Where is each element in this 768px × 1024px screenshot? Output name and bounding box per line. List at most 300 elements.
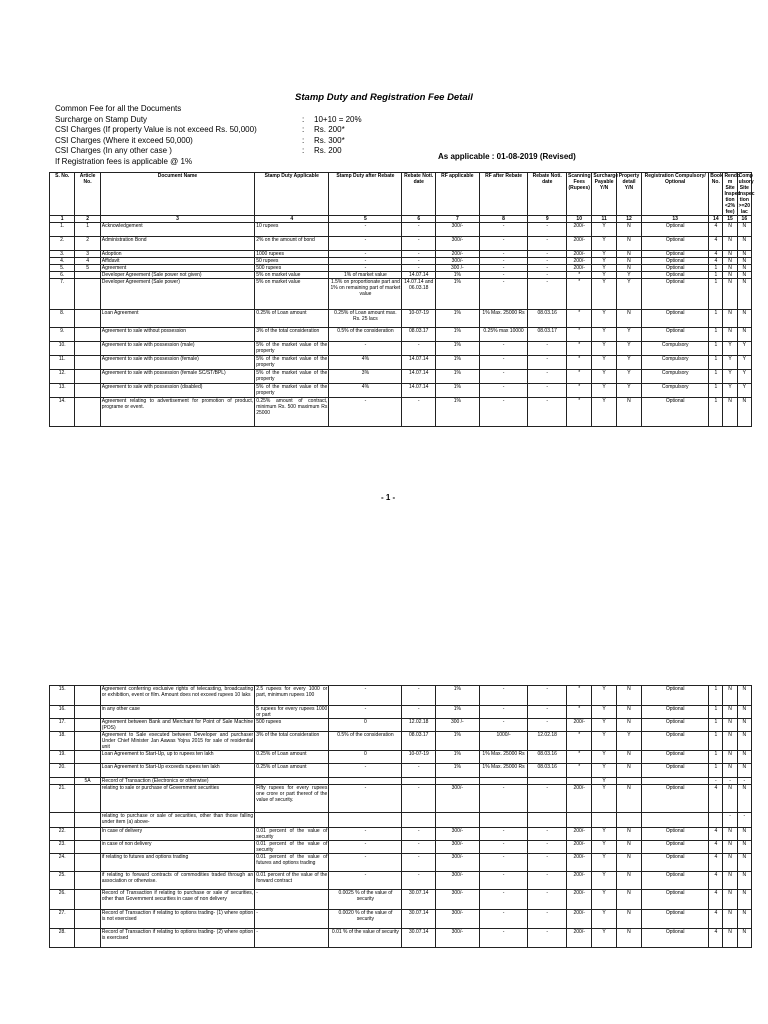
table-cell: 12.02.18 (402, 719, 436, 732)
header-label: CSI Charges (If property Value is not exceed Rs. 50,000) (55, 125, 257, 135)
table-cell: 24. (50, 854, 75, 872)
table-cell: N (737, 706, 751, 719)
table-row (50, 370, 752, 384)
table-row (50, 778, 752, 785)
table-cell: 300/- (436, 828, 480, 841)
table-cell: Record of Transaction if relating to options trading- (2) where option is exercised (100, 929, 254, 948)
table-cell (75, 370, 100, 384)
table-cell: 200/- (567, 910, 592, 929)
table-cell (75, 785, 100, 813)
table-cell: 4 (709, 223, 723, 237)
table-cell: 2 (75, 237, 100, 251)
table-cell: Y (592, 384, 616, 398)
table-cell: 4 (709, 785, 723, 813)
table-cell: 28. (50, 929, 75, 948)
table-row (50, 686, 752, 706)
table-cell: 500 rupees (255, 719, 329, 732)
table-cell: N (737, 872, 751, 890)
table-cell: Y (723, 342, 737, 356)
table-cell: - (528, 706, 567, 719)
table-cell: Y (592, 751, 616, 764)
table-cell: N (737, 751, 751, 764)
table-cell: - (528, 279, 567, 310)
column-number: 5 (329, 216, 402, 223)
table-cell: Loan Agreement (100, 310, 254, 328)
table-cell: 2. (50, 237, 75, 251)
table-cell (75, 813, 100, 828)
table-cell: 21. (50, 785, 75, 813)
table-cell: 1 (709, 310, 723, 328)
table-row (50, 872, 752, 890)
header-label: CSI Charges (Where it exceed 50,000) (55, 135, 193, 145)
table-cell: - (528, 910, 567, 929)
table-cell: - (528, 854, 567, 872)
table-cell (75, 764, 100, 778)
column-header: Rendo m Site Inspec tion <2% fee) (724, 173, 741, 215)
table-cell (75, 356, 100, 370)
table-cell: 5% on market value (255, 279, 329, 310)
table-row (50, 272, 752, 279)
table-cell: Agreement to sale with possession (disabled) (100, 384, 254, 398)
table-cell: 1 (709, 706, 723, 719)
table-cell: - (402, 223, 436, 237)
table-cell: - (479, 929, 528, 948)
table-cell: Fifty rupees for every rupees one crore or part thereof of the value of security. (255, 785, 329, 813)
table-cell (75, 328, 100, 342)
table-cell: 12.02.18 (528, 732, 567, 751)
table-cell: Y (592, 828, 616, 841)
header-value: 10+10 = 20% (314, 114, 362, 124)
table-row (50, 841, 752, 854)
table-cell: 300 /- (436, 265, 480, 272)
table-cell: 4 (709, 258, 723, 265)
table-cell: 08.03.16 (528, 310, 567, 328)
table-cell: Y (592, 279, 616, 310)
table-cell: 1% Max. 25000 Rs (479, 764, 528, 778)
header-label: Surcharge on Stamp Duty (55, 114, 148, 124)
table-cell: - (528, 686, 567, 706)
column-number: 13 (642, 216, 709, 223)
table-row (50, 265, 752, 272)
table-cell (479, 813, 528, 828)
table-cell: Optional (642, 279, 709, 310)
table-cell: - (479, 272, 528, 279)
table-cell: - (528, 929, 567, 948)
table-cell: 10. (50, 342, 75, 356)
table-row (50, 785, 752, 813)
table-cell: N (723, 328, 737, 342)
table-cell: 2.5 rupees for every 1000 or part, minimum rupees 100 (255, 686, 329, 706)
table-cell: - (329, 265, 402, 272)
table-cell: - (402, 764, 436, 778)
table-cell: N (737, 398, 751, 427)
table-cell: 200/- (567, 719, 592, 732)
table-cell (75, 751, 100, 764)
table-cell: Agreement (100, 265, 254, 272)
table-cell: Record of Transaction (Electronics or otherwise) (100, 778, 254, 785)
table-cell: 1% (436, 732, 480, 751)
table-cell: Y (737, 384, 751, 398)
table-cell: - (402, 258, 436, 265)
table-cell: 1 (709, 751, 723, 764)
table-cell: 0.0020 % of the value of security (329, 910, 402, 929)
table-cell: - (329, 841, 402, 854)
table-cell: * (567, 732, 592, 751)
table-cell: 23. (50, 841, 75, 854)
table-cell (75, 841, 100, 854)
column-header: Book No. (709, 173, 723, 216)
table-cell: Y (592, 251, 616, 258)
table-cell: N (723, 854, 737, 872)
table-cell: 200/- (567, 929, 592, 948)
table-cell: N (737, 732, 751, 751)
table-cell: * (567, 272, 592, 279)
table-cell: - (479, 258, 528, 265)
table-row (50, 764, 752, 778)
table-cell: - (329, 258, 402, 265)
table-cell: N (723, 251, 737, 258)
table-cell: N (723, 828, 737, 841)
column-header: Article No. (75, 173, 100, 216)
table-cell: - (402, 237, 436, 251)
table-cell: 1% of market value (329, 272, 402, 279)
table-cell: 1 (709, 732, 723, 751)
table-cell (402, 813, 436, 828)
table-cell: N (737, 265, 751, 272)
table-cell: N (723, 785, 737, 813)
table-cell: Y (592, 370, 616, 384)
table-cell: N (737, 828, 751, 841)
table-row (50, 258, 752, 265)
table-cell: 20. (50, 764, 75, 778)
table-cell: 13. (50, 384, 75, 398)
table-cell: 0.5% of the consideration (329, 328, 402, 342)
table-cell: 3% of the total consideration (255, 328, 329, 342)
table-row (50, 706, 752, 719)
header-label: CSI Charges (In any other case ) (55, 146, 172, 156)
header-value: Rs. 300* (314, 135, 345, 145)
table-row (50, 890, 752, 910)
table-cell: 300/- (436, 854, 480, 872)
table-cell: 1% (436, 342, 480, 356)
table-cell: 5. (50, 265, 75, 272)
table-cell: Compulsory (642, 370, 709, 384)
column-header: Document Name (100, 173, 254, 216)
table-row (50, 310, 752, 328)
header-line: Surcharge on Stamp Duty : 10+10 = 20% (55, 114, 362, 124)
table-cell: N (737, 310, 751, 328)
table-cell: 10-07-19 (402, 310, 436, 328)
table-cell: - (402, 828, 436, 841)
table-cell (75, 384, 100, 398)
table-row (50, 828, 752, 841)
table-cell: - (479, 872, 528, 890)
table-cell: 1% (436, 356, 480, 370)
table-cell: Y (616, 279, 641, 310)
table-row (50, 356, 752, 370)
table-cell: N (737, 279, 751, 310)
table-cell: Developer Agreement (Sale power) (100, 279, 254, 310)
table-cell: * (567, 279, 592, 310)
table-cell: N (616, 237, 641, 251)
table-cell: Optional (642, 854, 709, 872)
table-cell (479, 778, 528, 785)
table-cell: 5 rupees for every rupees 1000 or part (256, 706, 328, 718)
table-cell: 200/- (436, 251, 480, 258)
table-cell: 08.03.17 (402, 328, 436, 342)
table-cell: 3. (50, 251, 75, 258)
table-cell: Y (592, 764, 616, 778)
table-cell (75, 310, 100, 328)
table-cell (50, 778, 75, 785)
table-cell: N (737, 328, 751, 342)
table-cell: Y (616, 732, 641, 751)
table-header (50, 173, 755, 223)
table-cell: N (616, 751, 641, 764)
table-cell: * (567, 686, 592, 706)
table-cell: relating to purchase or sale of securities, other than those falling under item (a) above- (100, 813, 254, 828)
table-cell: * (567, 356, 592, 370)
table-cell: Loan Agreement to Start-Up exceeds rupees ten lakh (100, 764, 254, 778)
table-cell: 1% Max. 25000 Rs (479, 751, 528, 764)
table-cell: * (567, 328, 592, 342)
table-cell: - (479, 237, 528, 251)
table-cell: - (255, 890, 329, 910)
table-cell: 4 (709, 841, 723, 854)
table-cell: Y (592, 719, 616, 732)
table-cell: 22. (50, 828, 75, 841)
table-cell: Optional (642, 732, 709, 751)
table-cell: N (723, 929, 737, 948)
table-cell: Y (616, 384, 641, 398)
table-cell: Administration Bond (100, 237, 254, 251)
table-cell: - (528, 272, 567, 279)
table-cell: 0.25% of Loan amount (255, 310, 329, 328)
table-cell: 0.5% of the consideration (329, 732, 402, 751)
table-cell: N (737, 764, 751, 778)
table-cell: - (329, 706, 402, 719)
document-title: Stamp Duty and Registration Fee Detail (295, 92, 473, 103)
table-cell: Optional (642, 890, 709, 910)
table-cell: - (479, 910, 528, 929)
table-cell: 17. (50, 719, 75, 732)
table-cell: - (329, 828, 402, 841)
table-cell: Agreement to sale with possession (male) (100, 342, 254, 356)
table-cell: Y (592, 841, 616, 854)
table-cell: - (737, 778, 751, 785)
table-cell: 1 (709, 764, 723, 778)
table-cell: 0.0025 % of the value of security (329, 890, 402, 910)
table-cell: - (528, 828, 567, 841)
table-cell: Y (592, 929, 616, 948)
table-cell: - (709, 778, 723, 785)
column-header: Surcharge Payable Y/N (592, 173, 616, 216)
table-cell: 1% (436, 384, 480, 398)
table-cell: 50 rupees (255, 258, 329, 265)
table-cell: 0.25% max 10000 (479, 328, 528, 342)
column-header: RF after Rebate (479, 173, 528, 216)
table-cell (567, 813, 592, 828)
table-cell: 1 (709, 272, 723, 279)
table-cell: - (479, 356, 528, 370)
table-cell: - (528, 384, 567, 398)
table-cell: - (528, 258, 567, 265)
table-cell (709, 813, 723, 828)
table-row (50, 237, 752, 251)
table-row (50, 910, 752, 929)
table-cell: Adoption (100, 251, 254, 258)
table-cell: - (402, 872, 436, 890)
table-cell: 200/- (567, 258, 592, 265)
table-cell (642, 778, 709, 785)
table-cell: Y (723, 370, 737, 384)
table-cell: 1% (436, 764, 480, 778)
table-cell: 5% on market value (255, 272, 329, 279)
table-cell: Y (592, 258, 616, 265)
table-cell: Y (592, 732, 616, 751)
table-cell: - (479, 398, 528, 427)
table-cell: - (479, 706, 528, 719)
column-number: 10 (567, 216, 592, 223)
table-cell: N (737, 237, 751, 251)
table-cell: N (723, 841, 737, 854)
table-cell: - (479, 279, 528, 310)
table-cell (75, 398, 100, 427)
table-cell (75, 910, 100, 929)
table-cell: - (402, 398, 436, 427)
table-cell: 5% of the market value of the property (256, 342, 328, 354)
table-row (50, 732, 752, 751)
table-cell: Affidavit (100, 258, 254, 265)
table-cell: 12. (50, 370, 75, 384)
table-cell: N (737, 719, 751, 732)
table-cell: Y (592, 778, 616, 785)
table-cell: 1% (436, 279, 480, 310)
table-cell: - (255, 910, 329, 929)
table-cell (75, 279, 100, 310)
header-line (55, 104, 367, 115)
table-cell (75, 872, 100, 890)
table-cell: N (723, 272, 737, 279)
table-cell: 30.07.14 (402, 929, 436, 948)
table-cell: if relating to forward contracts of commodities traded through an association or otherwise. (100, 872, 254, 890)
table-cell: N (737, 686, 751, 706)
table-cell: N (723, 751, 737, 764)
column-number: 16 (737, 216, 751, 223)
table-cell: - (479, 251, 528, 258)
table-cell: N (723, 258, 737, 265)
table-cell: 300/- (436, 872, 480, 890)
table-cell: - (329, 223, 402, 237)
table-cell: - (723, 813, 737, 828)
table-cell: N (737, 251, 751, 258)
table-row (50, 342, 752, 356)
table-cell: Acknowledgement (100, 223, 254, 237)
table-cell: Optional (642, 258, 709, 265)
table-cell: 4 (709, 854, 723, 872)
table-cell: Y (723, 384, 737, 398)
table-cell: 5 (75, 265, 100, 272)
table-cell: N (737, 854, 751, 872)
table-cell: * (567, 706, 592, 719)
table-cell: N (737, 929, 751, 948)
table-cell: 1% (436, 686, 480, 706)
table-cell: Loan Agreement to Start-Up, up to rupees ten lakh (100, 751, 254, 764)
table-cell: N (723, 719, 737, 732)
column-header: Stamp Duty Applicable (255, 173, 329, 216)
column-header: Comp ulsory Site Inspec tion >=20 lac (738, 173, 755, 215)
table-row (50, 223, 752, 237)
table-cell: 1% (436, 370, 480, 384)
table-cell: - (528, 841, 567, 854)
table-cell: - (402, 854, 436, 872)
table-cell: Compulsory (642, 384, 709, 398)
table-cell: N (737, 785, 751, 813)
table-cell: 200/- (567, 872, 592, 890)
table-cell: - (528, 237, 567, 251)
table-cell: N (616, 854, 641, 872)
table-cell: 200/- (567, 265, 592, 272)
table-cell: N (737, 223, 751, 237)
table-cell: 1 (709, 384, 723, 398)
table-cell: - (402, 342, 436, 356)
table-cell: Optional (642, 706, 709, 719)
table-cell: 300/- (436, 223, 480, 237)
table-cell: - (528, 223, 567, 237)
table-cell: 14. (50, 398, 75, 427)
table-cell (75, 342, 100, 356)
fee-header-block (55, 104, 367, 168)
table-cell: 1000 rupees (255, 251, 329, 258)
table-cell: 5% of the market value of the property (256, 370, 328, 382)
table-row (50, 719, 752, 732)
table-cell: - (329, 785, 402, 813)
table-cell: 200/- (567, 890, 592, 910)
column-number: 7 (436, 216, 480, 223)
header-value: Rs. 200* (314, 125, 345, 135)
table-cell: N (723, 310, 737, 328)
table-cell: - (528, 342, 567, 356)
table-cell: Y (592, 785, 616, 813)
column-number: 11 (592, 216, 616, 223)
table-cell: 300/- (436, 258, 480, 265)
column-header: Rebate Noti. date (528, 173, 567, 216)
table-cell (436, 778, 480, 785)
table-cell: 0.01 % of the value of security (329, 929, 402, 948)
table-cell: 4 (709, 929, 723, 948)
table-cell: N (616, 251, 641, 258)
table-cell: - (402, 706, 436, 719)
table-cell (616, 813, 641, 828)
table-cell: - (329, 764, 402, 778)
column-header: Property detail Y/N (616, 173, 641, 216)
table-cell: N (616, 719, 641, 732)
table-cell: 4 (709, 828, 723, 841)
column-number: 15 (723, 216, 737, 223)
table-cell: N (723, 910, 737, 929)
table-cell: - (528, 890, 567, 910)
table-cell: 1 (709, 279, 723, 310)
table-cell: 300/- (436, 237, 480, 251)
table-cell: - (723, 778, 737, 785)
table-cell: Optional (642, 251, 709, 258)
table-cell: 11. (50, 356, 75, 370)
table-cell: Y (723, 356, 737, 370)
table-cell: Y (616, 328, 641, 342)
table-cell: N (616, 258, 641, 265)
table-cell: 200/- (567, 251, 592, 258)
column-number: 14 (709, 216, 723, 223)
